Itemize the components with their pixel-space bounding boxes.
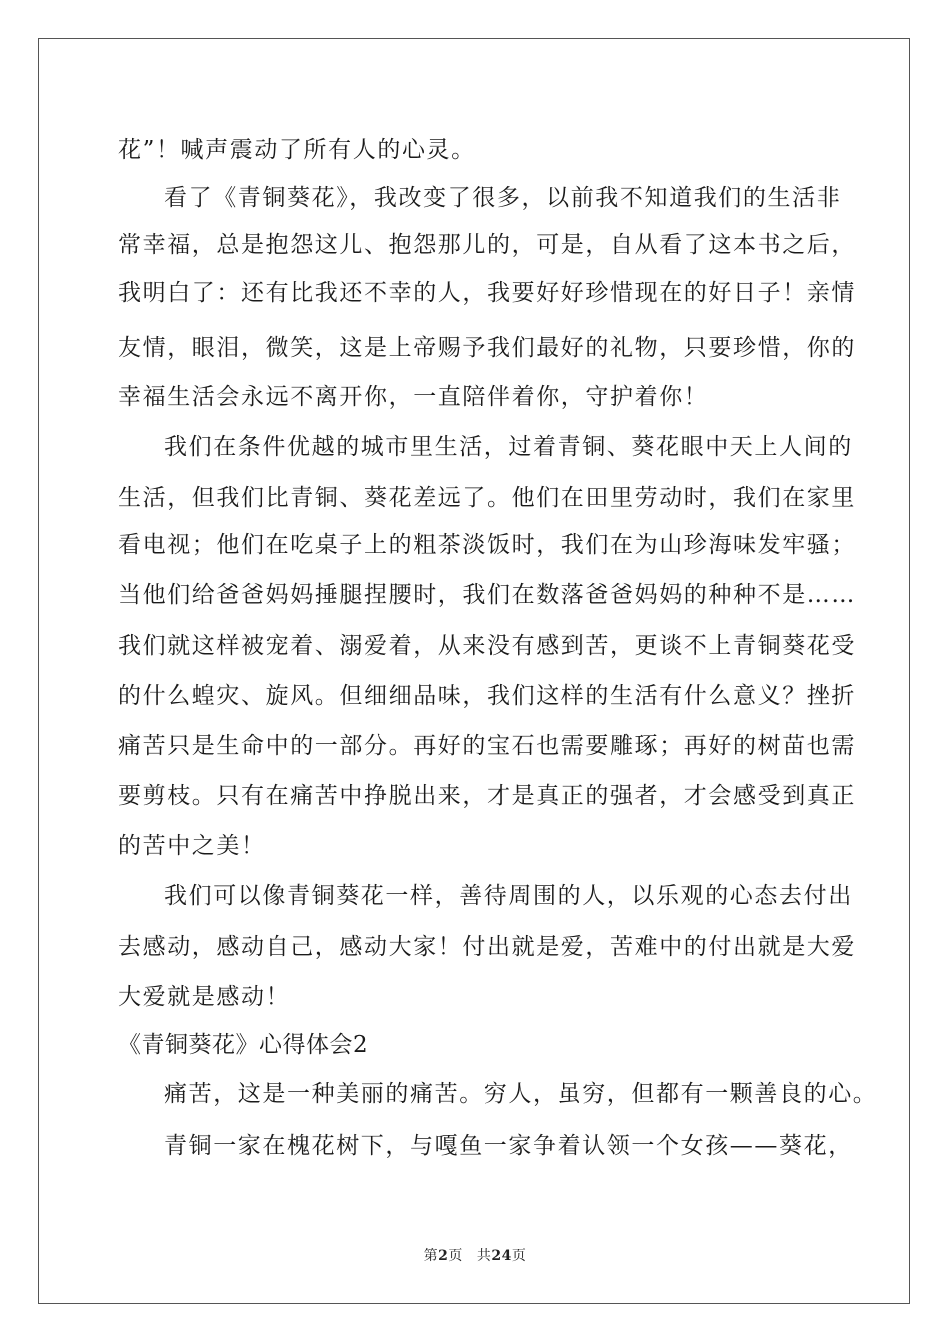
text-line: 生活，但我们比青铜、葵花差远了。他们在田里劳动时，我们在家里 (118, 485, 856, 511)
page-unit: 页 (448, 1248, 463, 1264)
total-unit: 页 (511, 1248, 527, 1264)
paragraph-start-line: 青铜一家在槐花树下，与嘎鱼一家争着认领一个女孩——葵花， (164, 1133, 853, 1159)
text-line: 去感动，感动自己，感动大家！付出就是爱，苦难中的付出就是大爱 (118, 934, 856, 960)
text-line: 花”！喊声震动了所有人的心灵。 (118, 137, 476, 163)
current-page-number: 2 (438, 1248, 449, 1264)
text-line: 大爱就是感动！ (118, 984, 291, 1010)
section-heading: 《青铜葵花》心得体会2 (118, 1032, 369, 1058)
text-line: 看电视；他们在吃桌子上的粗茶淡饭时，我们在为山珍海味发牢骚； (118, 532, 856, 558)
page-number-footer (0, 1247, 950, 1265)
total-prefix: 共 (476, 1248, 492, 1264)
total-page-count: 24 (491, 1248, 512, 1264)
paragraph-start-line: 我们可以像青铜葵花一样，善待周围的人，以乐观的心态去付出 (164, 883, 853, 909)
text-line: 幸福生活会永远不离开你，一直陪伴着你，守护着你！ (118, 384, 709, 410)
text-line: 的苦中之美！ (118, 833, 266, 859)
text-line: 当他们给爸爸妈妈捶腿捏腰时，我们在数落爸爸妈妈的种种不是…… (118, 582, 856, 608)
text-line: 痛苦只是生命中的一部分。再好的宝石也需要雕琢；再好的树苗也需 (118, 733, 856, 759)
text-line: 常幸福，总是抱怨这儿、抱怨那儿的，可是，自从看了这本书之后， (118, 232, 856, 258)
page-border (38, 38, 910, 1304)
text-line: 我们就这样被宠着、溺爱着，从来没有感到苦，更谈不上青铜葵花受 (118, 633, 856, 659)
paragraph-start-line: 痛苦，这是一种美丽的痛苦。穷人，虽穷，但都有一颗善良的心。 (164, 1081, 878, 1107)
paragraph-start-line: 看了《青铜葵花》，我改变了很多，以前我不知道我们的生活非 (164, 185, 842, 211)
text-line: 友情，眼泪，微笑，这是上帝赐予我们最好的礼物，只要珍惜，你的 (118, 335, 856, 361)
text-line: 我明白了：还有比我还不幸的人，我要好好珍惜现在的好日子！亲情 (118, 280, 856, 306)
text-line: 的什么蝗灾、旋风。但细细品味，我们这样的生活有什么意义？挫折 (118, 683, 856, 709)
text-line: 要剪枝。只有在痛苦中挣脱出来，才是真正的强者，才会感受到真正 (118, 783, 856, 809)
page-prefix: 第 (423, 1248, 439, 1264)
paragraph-start-line: 我们在条件优越的城市里生活，过着青铜、葵花眼中天上人间的 (164, 434, 853, 460)
